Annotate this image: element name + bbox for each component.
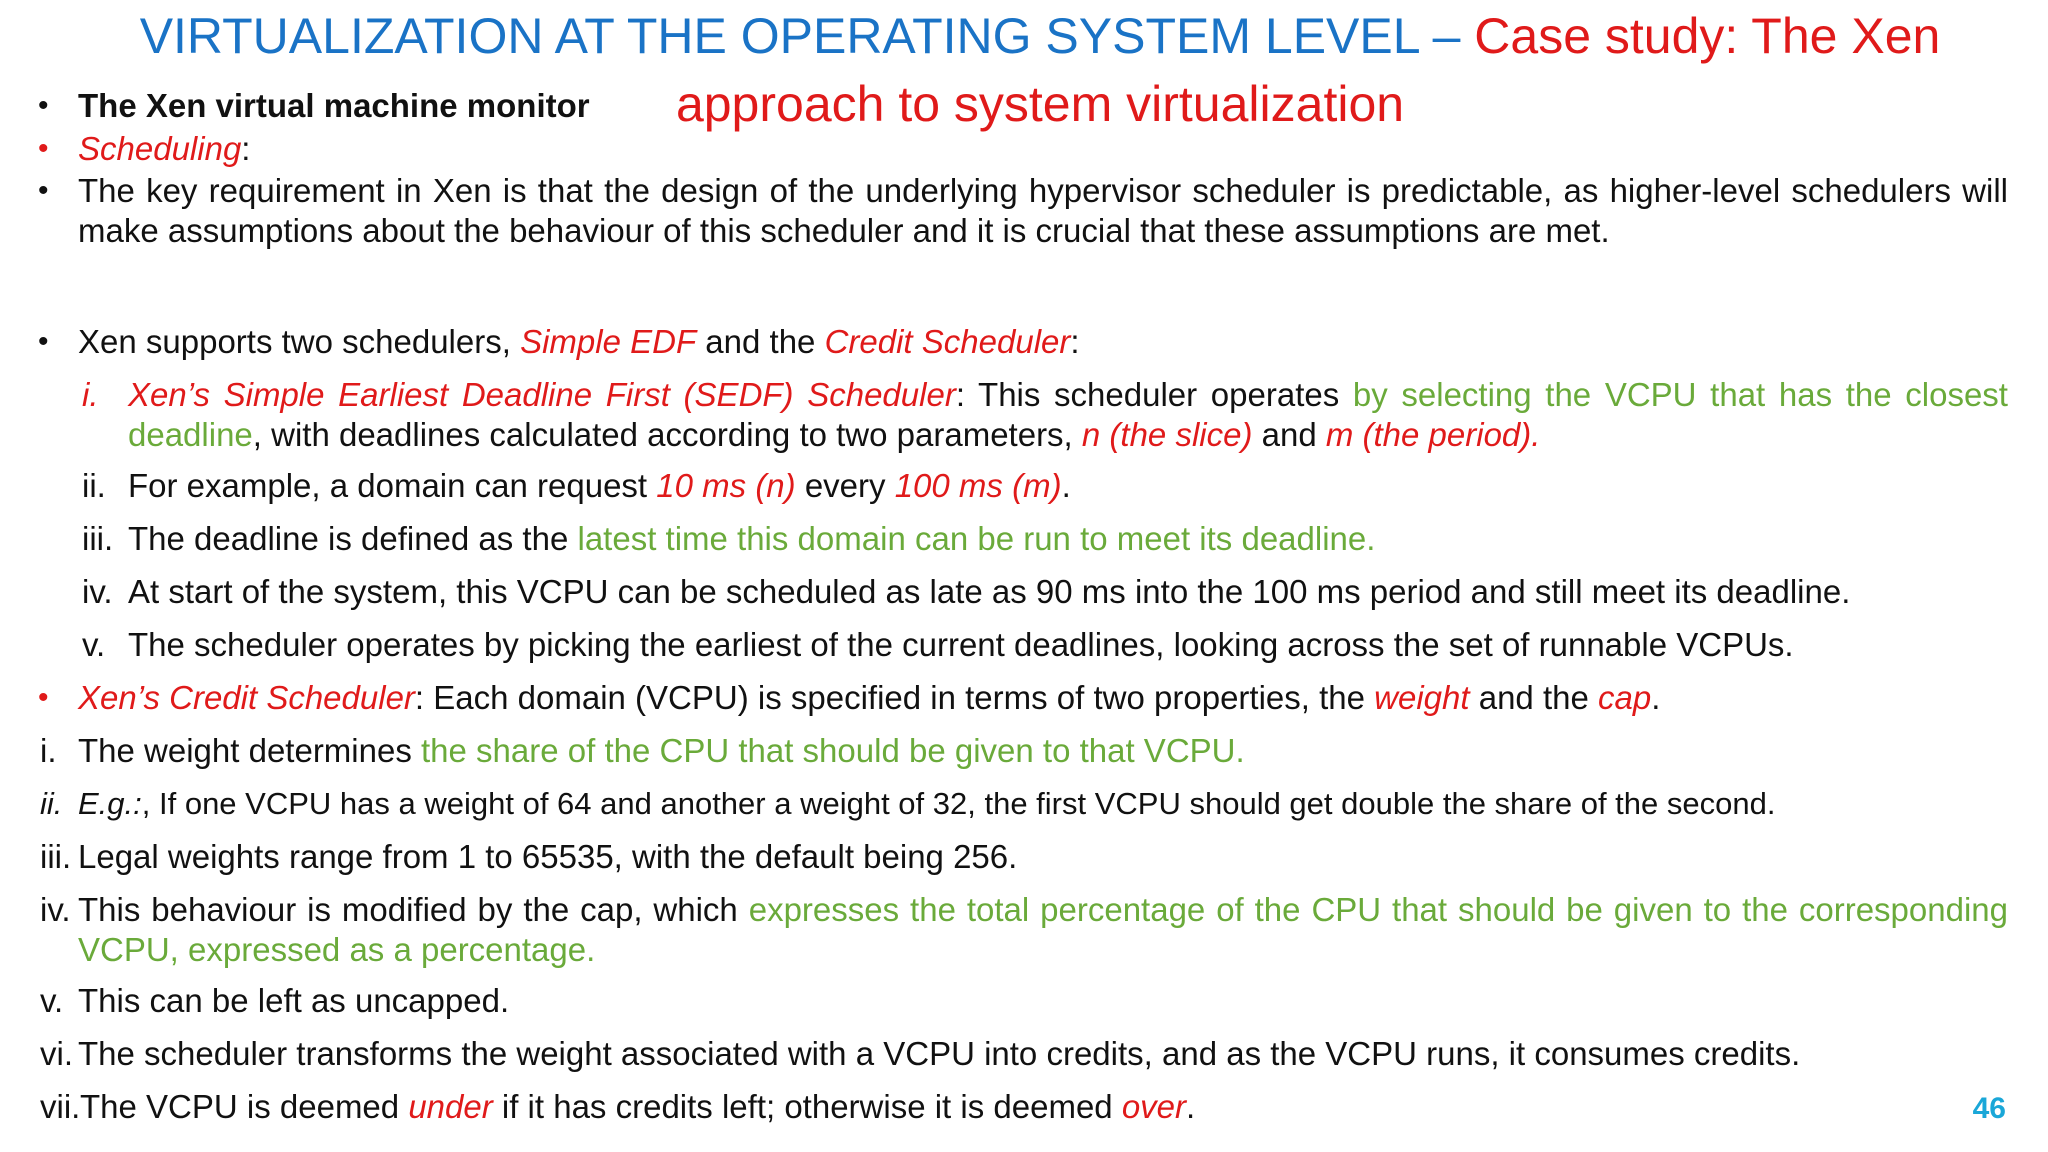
highlight-text: the share of the CPU that should be given to that VCPU. [421, 732, 1245, 769]
bullet-credit-scheduler [78, 678, 1660, 718]
text-segment: For example, a domain can request [128, 467, 657, 504]
text-segment: and the [1469, 679, 1598, 716]
bullet-dot: • [38, 325, 49, 358]
text-segment: The VCPU is deemed [80, 1088, 409, 1125]
highlight-text: expresses the total percentage of the CPU that should be given to the corresponding VCPU, expressed as a percentage. [78, 891, 2008, 968]
credit-item-vi: The scheduler transforms the weight associated with a VCPU into credits, and as the VCPU runs, it consumes credits. [78, 1035, 1801, 1072]
credit-item-ii [78, 784, 1775, 824]
sedf-item-ii [128, 466, 1071, 506]
text-segment: if it has credits left; otherwise it is deemed [492, 1088, 1122, 1125]
eg-label: E.g.: [78, 786, 142, 821]
sedf-iii-marker: iii. [82, 520, 114, 557]
bullet-dot: • [38, 174, 49, 207]
example-m: 100 ms (m) [894, 467, 1062, 504]
text-segment: and [1252, 416, 1326, 453]
credit-item-iii: Legal weights range from 1 to 65535, with the default being 256. [78, 838, 1018, 875]
credit-i-marker: i. [40, 732, 57, 769]
bullet-key-requirement: The key requirement in Xen is that the design of the underlying hypervisor scheduler is predictable, as higher-level schedulers will make assumptions about the behaviour of this scheduler and it is crucial that these assumptions are met. [78, 172, 2008, 249]
param-n: n (the slice) [1081, 416, 1253, 453]
text-segment: every [795, 467, 895, 504]
highlight-text: by selecting the VCPU that has the closest deadline [128, 376, 2008, 453]
scheduling-label: Scheduling [78, 130, 242, 167]
credit-vii-marker: vii. [40, 1088, 81, 1125]
sedf-ii-marker: ii. [82, 467, 106, 504]
text-segment: : This scheduler operates [955, 376, 1353, 413]
text-segment: . [1061, 467, 1071, 504]
text-segment: The weight determines [78, 732, 422, 769]
sedf-item-iii [128, 519, 1375, 559]
credit-item-iv [78, 890, 2008, 970]
sedf-iv-marker: iv. [82, 573, 113, 610]
bullet-dot: • [38, 681, 49, 714]
text-segment: : Each domain (VCPU) is specified in terms of two properties, the [414, 679, 1375, 716]
example-n: 10 ms (n) [656, 467, 796, 504]
bullet-two-schedulers [78, 322, 1080, 362]
scheduling-colon: : [241, 130, 251, 167]
cap-term: cap [1598, 679, 1652, 716]
text-segment: : [1070, 323, 1080, 360]
title-part-2: Case study: The Xen approach to system virtualization [675, 8, 1941, 132]
sedf-i-marker: i. [82, 376, 99, 413]
bullet-scheduling [78, 129, 250, 169]
text-segment: and the [696, 323, 825, 360]
bullet-xen-vmm: The Xen virtual machine monitor [78, 87, 590, 124]
simple-edf-term: Simple EDF [520, 323, 697, 360]
over-term: over [1121, 1088, 1187, 1125]
bullet-dot: • [38, 132, 49, 165]
page-number: 46 [1972, 1092, 2006, 1125]
text-segment: , with deadlines calculated according to two parameters, [252, 416, 1082, 453]
text-segment: , If one VCPU has a weight of 64 and another a weight of 32, the first VCPU should get double the share of the second. [141, 786, 1776, 821]
credit-item-v: This can be left as uncapped. [78, 982, 510, 1019]
credit-scheduler-name: Xen’s Credit Scheduler [78, 679, 415, 716]
credit-scheduler-term: Credit Scheduler [824, 323, 1071, 360]
credit-ii-marker: ii. [40, 786, 63, 821]
text-segment: The deadline is defined as the [128, 520, 578, 557]
credit-item-i [78, 731, 1245, 771]
text-segment: This behaviour is modified by the cap, which [78, 891, 749, 928]
sedf-item-iv: At start of the system, this VCPU can be scheduled as late as 90 ms into the 100 ms period and still meet its deadline. [128, 573, 1851, 610]
credit-iv-marker: iv. [40, 891, 71, 928]
text-segment: . [1186, 1088, 1196, 1125]
credit-item-vii [80, 1087, 1195, 1127]
highlight-text: latest time this domain can be run to meet its deadline. [577, 520, 1376, 557]
bullet-dot: • [38, 89, 49, 122]
under-term: under [408, 1088, 493, 1125]
sedf-item-v: The scheduler operates by picking the earliest of the current deadlines, looking across the set of runnable VCPUs. [128, 626, 1794, 663]
param-m: m (the period). [1325, 416, 1541, 453]
credit-iii-marker: iii. [40, 838, 72, 875]
text-segment: . [1651, 679, 1661, 716]
credit-vi-marker: vi. [40, 1035, 73, 1072]
sedf-name: Xen’s Simple Earliest Deadline First (SEDF) Scheduler [128, 376, 956, 413]
text-segment: Xen supports two schedulers, [78, 323, 521, 360]
weight-term: weight [1374, 679, 1470, 716]
title-part-1: VIRTUALIZATION AT THE OPERATING SYSTEM LEVEL – [139, 8, 1475, 64]
sedf-v-marker: v. [82, 626, 106, 663]
credit-v-marker: v. [40, 982, 64, 1019]
sedf-item-i [128, 375, 2008, 455]
